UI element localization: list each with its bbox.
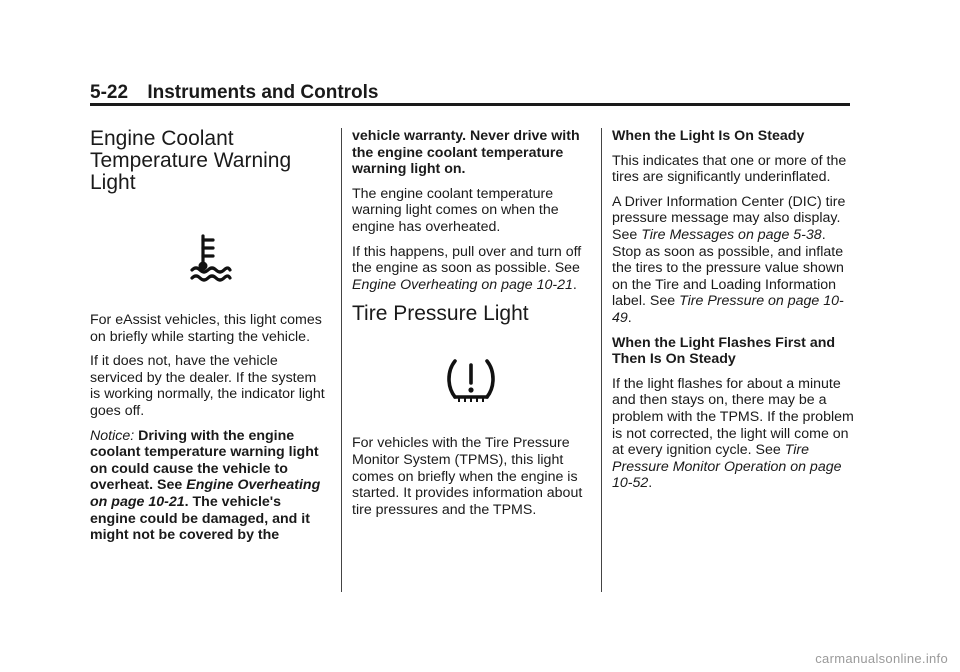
section-title: Instruments and Controls: [147, 82, 379, 103]
coolant-temperature-icon: [188, 234, 232, 282]
coolant-para-3: The engine coolant temperature warning light comes on when the engine has overheated.: [352, 185, 559, 235]
coolant-para-2: If it does not, have the vehicle serviced by the dealer. If the system is working normally, the indicator light goes off.: [90, 353, 325, 419]
link-tpms-operation[interactable]: Tire Pressure Monitor Operation on page 10-52: [612, 442, 842, 492]
tire-pressure-heading: Tire Pressure Light: [352, 302, 529, 326]
coolant-para-4: If this happens, pull over and turn off the engine as soon as possible. See Engine Overheating on page 10-21.: [352, 243, 582, 293]
column-divider-2: [601, 128, 602, 592]
link-engine-overheating-2[interactable]: Engine Overheating on page 10-21: [352, 276, 573, 293]
header-rule: [90, 103, 850, 106]
tire-para-2: This indicates that one or more of the tires are significantly underinflated.: [612, 152, 847, 186]
watermark: carmanualsonline.info: [815, 651, 948, 666]
notice-continued: vehicle warranty. Never drive with the engine coolant temperature warning light on.: [352, 128, 580, 178]
column-3: [612, 128, 857, 500]
tire-para-1: For vehicles with the Tire Pressure Monitor System (TPMS), this light comes on briefly when the engine is started. It provides information about tire pressures and the TPMS.: [352, 435, 583, 518]
subheading-flashes: When the Light Flashes First and Then Is On Steady: [612, 334, 836, 368]
subheading-on-steady: When the Light Is On Steady: [612, 128, 805, 144]
coolant-para-1: For eAssist vehicles, this light comes on briefly while starting the vehicle.: [90, 312, 322, 345]
link-engine-overheating[interactable]: Engine Overheating on page 10-21: [90, 477, 321, 510]
link-tire-messages[interactable]: Tire Messages on page 5-38: [641, 226, 822, 243]
notice-label: Notice:: [90, 427, 135, 444]
page-header: [90, 82, 379, 104]
tire-para-3: A Driver Information Center (DIC) tire pressure message may also display. See Tire Messages on page 5-38. Stop as soon as possible, and inflate the tires to the pressure value shown on the Tire and Loading Information label. See Tire Pressure on page 10-49.: [612, 193, 846, 326]
tire-para-4: If the light flashes for about a minute and then stays on, there may be a problem with the TPMS. If the problem is not corrected, the light will come on at every ignition cycle. See Tire Pressure Monitor Operation on page 10-52.: [612, 375, 854, 492]
page-number: 5-22: [90, 82, 129, 103]
column-1: [90, 128, 330, 552]
link-tire-pressure[interactable]: Tire Pressure on page 10-49: [612, 293, 844, 326]
column-divider-1: [341, 128, 342, 592]
tire-pressure-icon: [445, 355, 497, 405]
column-2: [352, 128, 590, 526]
notice-paragraph: Notice: Driving with the engine coolant temperature warning light on could cause the vehicle to overheat. See Engine Overheating on page 10-21. The vehicle's engine could be damaged, and it might not be covered by the: [90, 427, 321, 544]
coolant-heading: Engine Coolant Temperature Warning Light: [90, 127, 292, 194]
